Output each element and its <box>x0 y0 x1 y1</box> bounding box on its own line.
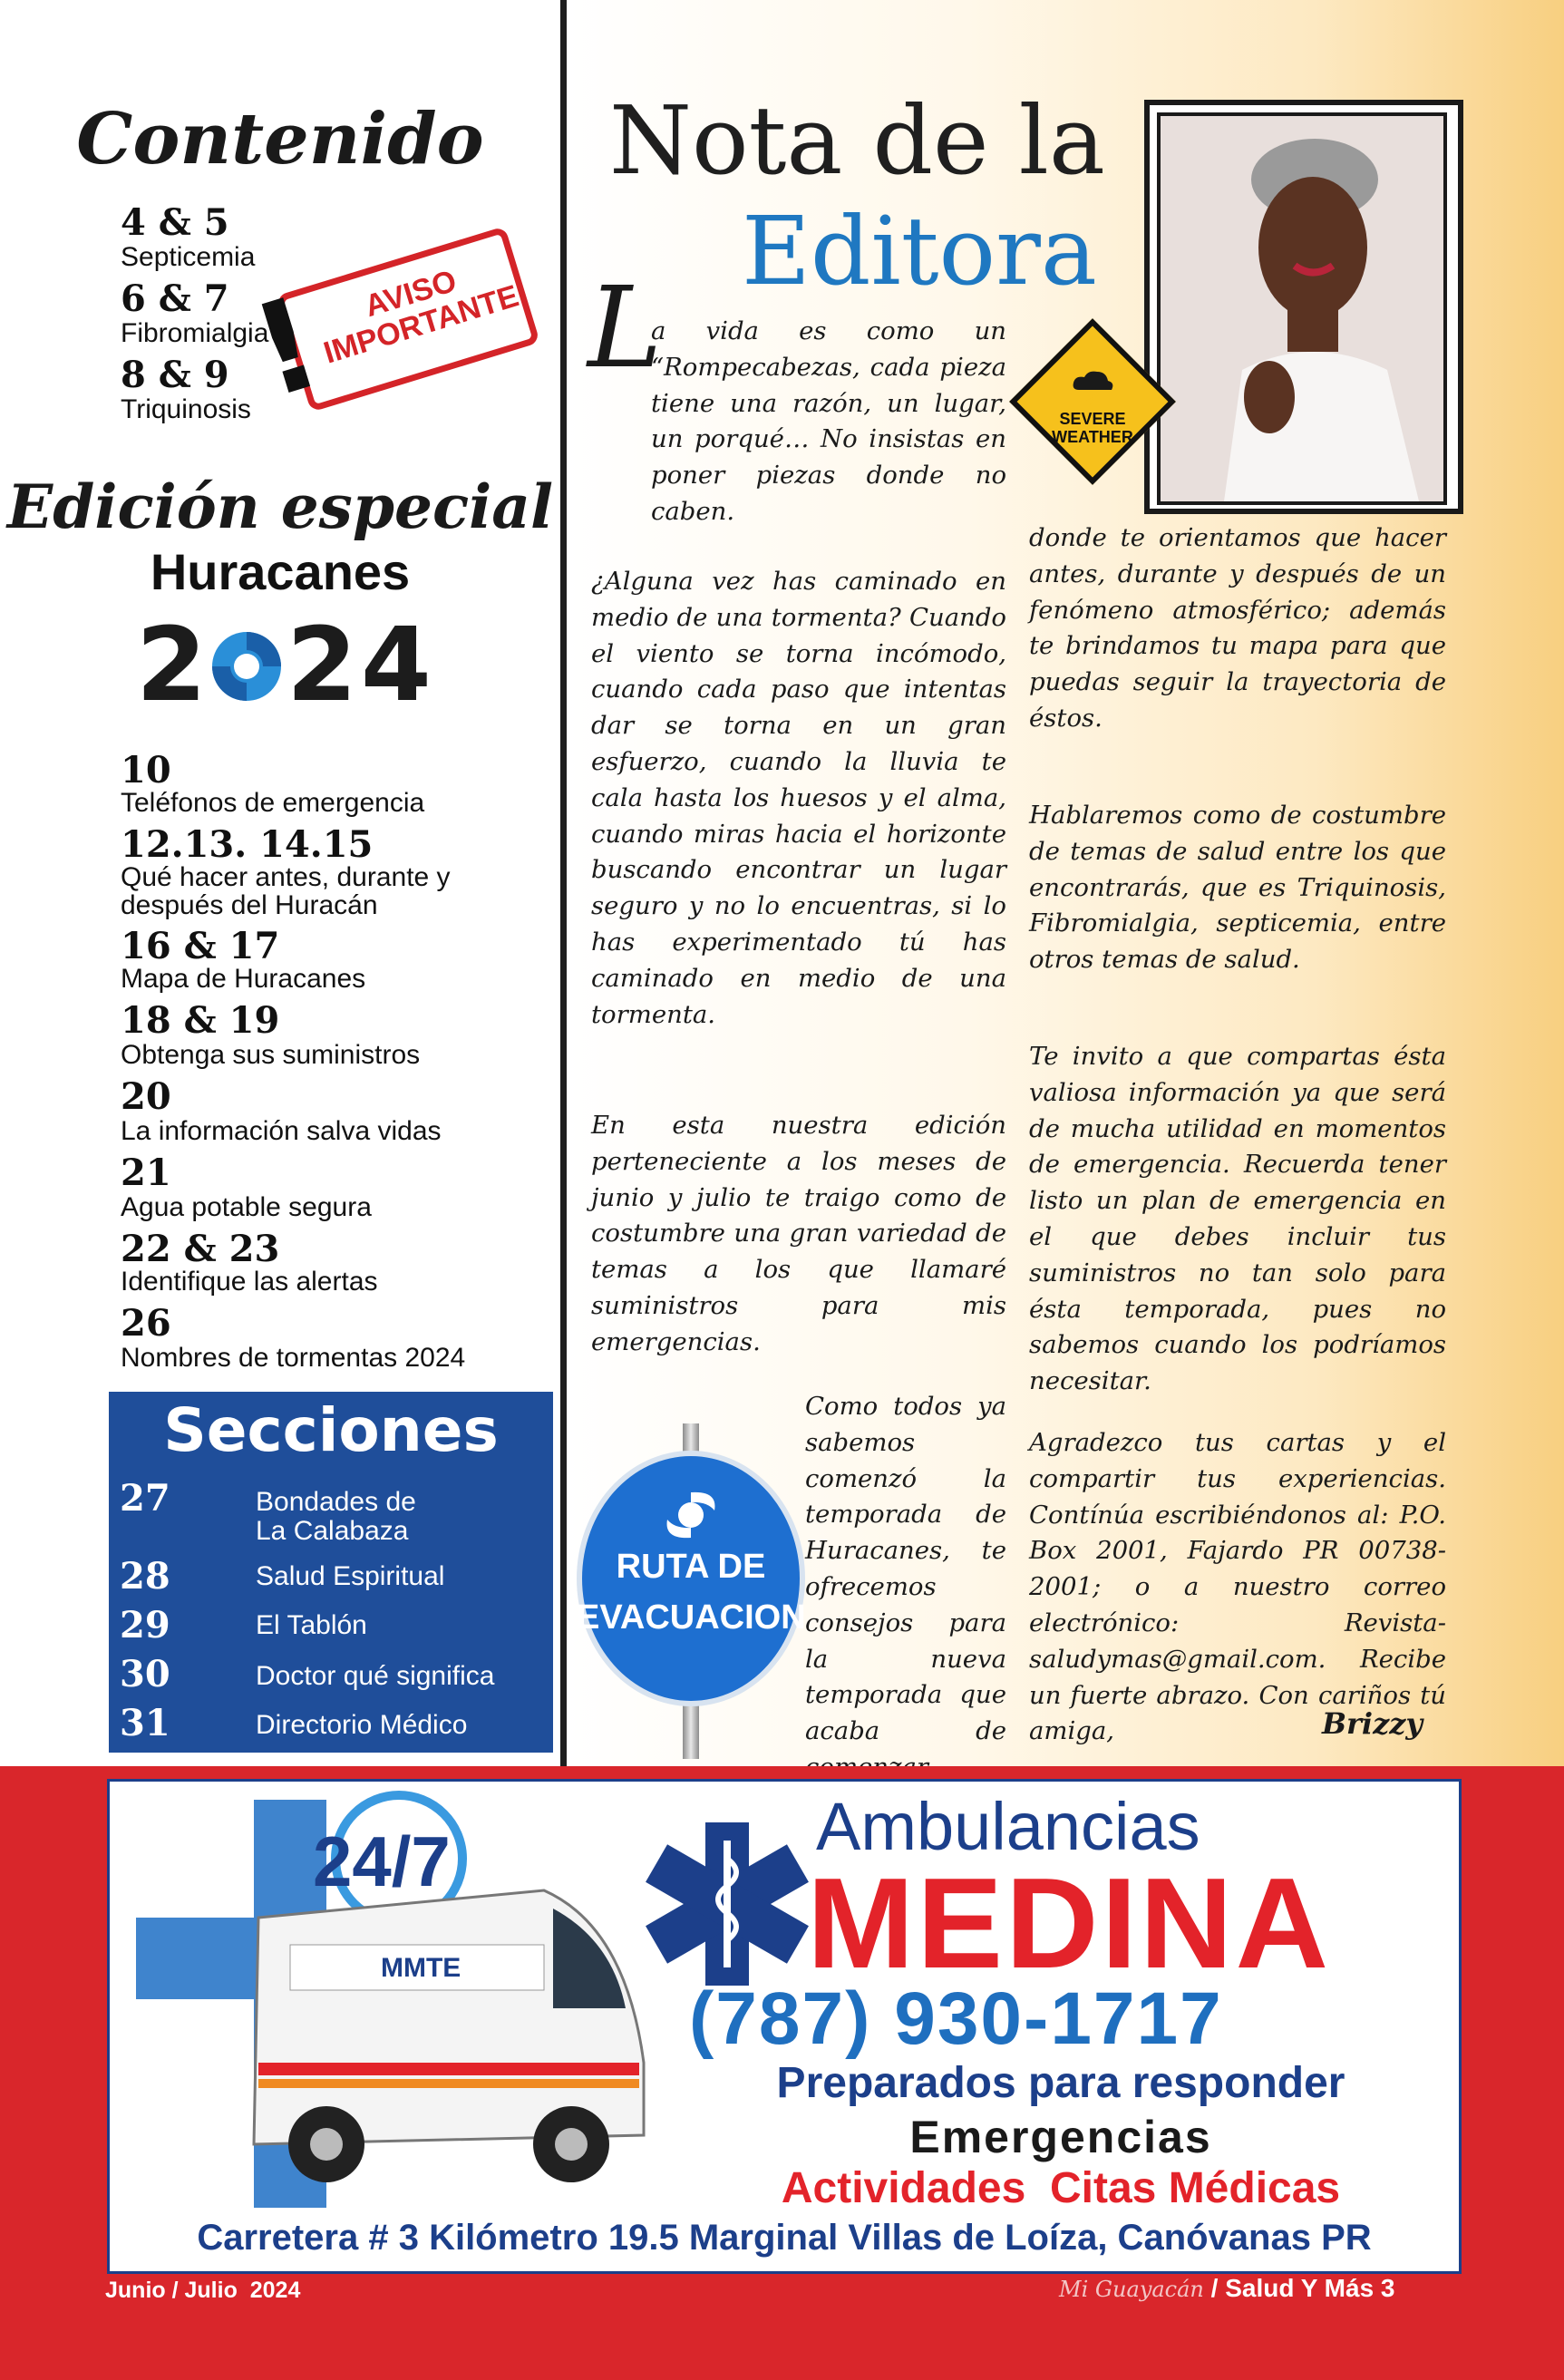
contents-item-label: Fibromialgia <box>121 318 269 348</box>
severe-weather-text: SEVERE WEATHER <box>1052 410 1133 446</box>
special-item-label: Qué hacer antes, durante y después del Huracán <box>121 862 451 920</box>
editor-photo <box>1157 112 1447 505</box>
footer-date: Junio / Julio 2024 <box>105 2278 301 2303</box>
aviso-text: AVISO IMPORTANTE <box>319 263 523 371</box>
special-item-label: Identifique las alertas <box>121 1267 378 1297</box>
section-label: Directorio Médico <box>256 1710 468 1740</box>
ad-phone: (787) 930-1717 <box>689 1977 1223 2060</box>
special-item-num: 21 <box>121 1151 171 1194</box>
storm-icon <box>1070 370 1115 406</box>
col2-paragraph1: donde te orientamos que hacer antes, durante y después de un fenómeno atmosférico; además te brindamos tu mapa para que puedas seguir la trayectoria de éstos. <box>1029 523 1446 733</box>
editor-signature: Brizzy <box>1322 1706 1423 1741</box>
ad-medina: MEDINA <box>807 1851 1332 1996</box>
drop-cap: L <box>588 263 663 393</box>
sections-box <box>109 1392 553 1753</box>
star-of-life-icon <box>646 1813 809 1995</box>
special-item-num: 22 & 23 <box>121 1228 280 1270</box>
col1-paragraph1: a vida es como un “Rompecabezas, cada pieza tiene una razón, un lugar, un porqué… No insistas en poner piezas donde no caben. <box>651 316 1006 526</box>
special-edition-subtitle: Huracanes <box>150 543 411 600</box>
special-item-label: Agua potable segura <box>121 1192 372 1222</box>
editorial-title-line1: Nota de la <box>609 85 1105 196</box>
footer-page: / Salud Y Más 3 <box>1203 2274 1395 2302</box>
ad-services: Actividades Citas Médicas <box>781 2164 1341 2212</box>
footer-brand <box>1059 2274 1395 2303</box>
sections-title: Secciones <box>163 1395 499 1465</box>
contents-item-num: 6 & 7 <box>121 277 229 320</box>
svg-text:2: 2 <box>136 617 210 716</box>
contents-item-num: 4 & 5 <box>121 201 229 244</box>
special-item-label: La información salva vidas <box>121 1116 442 1146</box>
special-item-num: 26 <box>121 1302 171 1345</box>
year-2024-logo <box>136 617 490 716</box>
contents-item-label: Triquinosis <box>121 394 251 424</box>
contents-title: Contenido <box>76 98 484 180</box>
year-logo <box>136 617 490 716</box>
col2-paragraph3: Te invito a que compartas ésta valiosa información ya que será de mucha utilidad en momentos de emergencia. Recuerda tener listo un plan de emergencia en el que debes incluir tus suministros no tan solo para ésta temporada, pues no sabemos cuando los podríamos necesitar. <box>1029 1042 1446 1396</box>
col1-paragraph4: Como todos ya sabemos comenzó la temporada de Huracanes, te ofrecemos consejos para la nueva temporada que acaba de <box>805 1392 1006 1746</box>
special-item-label: Obtenga sus suministros <box>121 1040 421 1070</box>
ambulance-illustration <box>118 1791 662 2217</box>
ambulance-van-image <box>118 1791 662 2217</box>
special-item-num: 16 & 17 <box>121 925 280 967</box>
ad-ambulancias: Ambulancias <box>816 1789 1200 1864</box>
section-label: Doctor qué significa <box>256 1661 495 1691</box>
special-item-num: 20 <box>121 1075 171 1118</box>
special-item-num: 10 <box>121 749 171 792</box>
footer-mi-guayacan: Mi Guayacán <box>1059 2277 1204 2302</box>
van-logo-text: MMTE <box>381 1953 461 1983</box>
section-num: 31 <box>120 1702 170 1744</box>
special-item-label: Teléfonos de emergencia <box>121 788 425 818</box>
special-item-label: Nombres de tormentas 2024 <box>121 1343 466 1373</box>
editor-photo-frame <box>1144 100 1463 514</box>
section-label: Bondades de La Calabaza <box>256 1487 416 1546</box>
section-num: 27 <box>120 1477 170 1520</box>
ad-address: Carretera # 3 Kilómetro 19.5 Marginal Villas de Loíza, Canóvanas PR <box>197 2218 1372 2258</box>
editorial-title-line2: Editora <box>742 196 1097 306</box>
section-num: 29 <box>120 1604 170 1647</box>
contents-item-label: Septicemia <box>121 242 256 272</box>
section-label: Salud Espiritual <box>256 1561 445 1591</box>
special-item-num: 12.13. 14.15 <box>121 823 374 866</box>
exclamation-icon: ! <box>238 268 336 428</box>
col2-paragraph4: Agradezco tus cartas y el compartir tus experiencias. Contínúa escribiéndonos al: P.O. Box 2001, Fajardo PR 00738-2001; o a nuestro correo electrónico: Revista-saludymas@gmail.com. Recibe un fuerte abrazo. Con cariños tú amiga, <box>1029 1428 1446 1746</box>
contents-item-num: 8 & 9 <box>121 354 229 396</box>
evacuation-sign-text: RUTA DE EVACUACION <box>577 1548 806 1637</box>
special-item-label: Mapa de Huracanes <box>121 964 366 994</box>
col1-paragraph3: En esta nuestra edición perteneciente a los meses de junio y julio te traigo como de costumbre una gran variedad de temas a los que llamaré suministros para mis emergencias. <box>591 1111 1006 1356</box>
editor-portrait-image <box>1161 116 1443 501</box>
special-item-num: 18 & 19 <box>121 999 280 1042</box>
section-num: 28 <box>120 1555 170 1598</box>
col1-paragraph2: ¿Alguna vez has caminado en medio de una tormenta? Cuando el viento se torna incómodo, cuando cada paso que intentas dar se torna en un gran esfuerzo, cuando la lluvia te cala hasta los huesos y el alma, cuando miras hacia el horizonte buscando encontrar un lugar seguro y no lo encuentras, si lo has experimentado tú has caminado en medio de una tormenta. <box>591 567 1006 1029</box>
svg-text:24: 24 <box>287 617 435 716</box>
col2-paragraph2: Hablaremos como de costumbre de temas de salud entre los que encontrarás, que es Triquinosis, Fibromialgia, septicemia, entre otros temas de salud. <box>1029 801 1446 975</box>
section-num: 30 <box>120 1653 170 1695</box>
col1-paragraph1-first-lines <box>651 314 1006 530</box>
special-edition-title: Edición especial <box>6 471 554 542</box>
ad-emergencias: Emergencias <box>909 2112 1212 2162</box>
24-7-badge: 24/7 <box>313 1821 451 1901</box>
ad-tagline: Preparados para responder <box>776 2059 1345 2107</box>
section-label: El Tablón <box>256 1610 367 1640</box>
column-divider <box>560 0 567 1766</box>
